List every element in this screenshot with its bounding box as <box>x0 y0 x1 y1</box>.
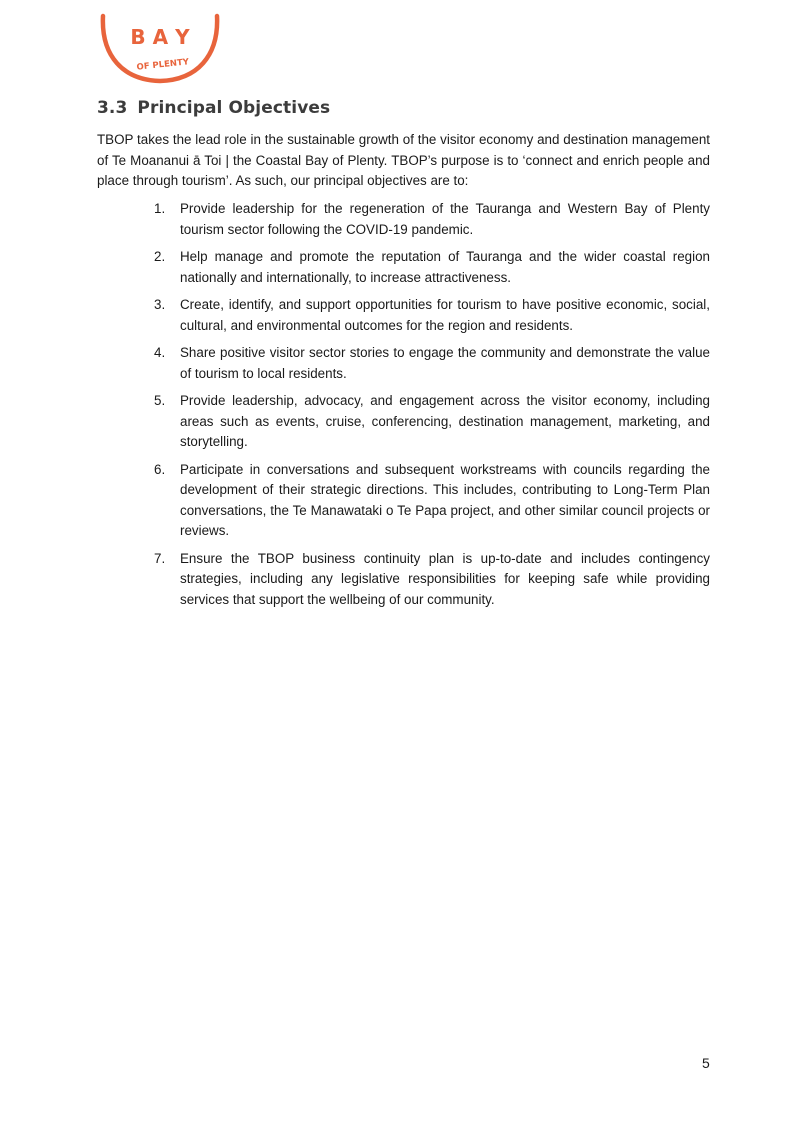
list-item-number: 5. <box>154 393 166 408</box>
objectives-list <box>150 199 710 617</box>
list-item-number: 1. <box>154 201 166 216</box>
list-item-number: 4. <box>154 345 166 360</box>
list-item-text: Share positive visitor sector stories to engage the community and demonstrate the value of tourism to local residents. <box>180 345 710 381</box>
page-number: 5 <box>702 1055 710 1071</box>
list-item-text: Provide leadership, advocacy, and engagement across the visitor economy, including areas such as events, cruise, conferencing, destination management, marketing, and storytelling. <box>180 393 710 449</box>
intro-paragraph: TBOP takes the lead role in the sustainable growth of the visitor economy and destination management of Te Moananui ā Toi | the Coastal Bay of Plenty. TBOP’s purpose is to ‘connect and enrich people and place through tourism’. As such, our principal objectives are to: <box>97 132 710 188</box>
list-item <box>150 391 710 453</box>
section-heading <box>97 98 330 118</box>
bay-of-plenty-logo <box>95 12 225 86</box>
logo-text-top: B A Y <box>130 25 190 49</box>
list-item-text: Create, identify, and support opportunities for tourism to have positive economic, social, cultural, and environmental outcomes for the region and residents. <box>180 297 710 333</box>
list-item-text: Help manage and promote the reputation of Tauranga and the wider coastal region nationally and internationally, to increase attractiveness. <box>180 249 710 285</box>
list-item-text: Provide leadership for the regeneration of the Tauranga and Western Bay of Plenty tourism sector following the COVID-19 pandemic. <box>180 201 710 237</box>
list-item <box>150 460 710 542</box>
section-title: Principal Objectives <box>137 98 331 118</box>
list-item <box>150 343 710 384</box>
section-number: 3.3 <box>97 98 128 118</box>
list-item-number: 7. <box>154 550 166 566</box>
logo-text-bottom: OF PLENTY <box>136 57 190 73</box>
list-item-number: 6. <box>154 461 166 477</box>
list-item-number: 2. <box>154 249 166 264</box>
list-item-text: Participate in conversations and subsequent workstreams with councils regarding the development of their strategic directions. This includes, contributing to Long-Term Plan conversations, the Te Manawataki o Te Papa project, and other similar council projects or reviews. <box>180 461 710 538</box>
list-item <box>150 549 710 611</box>
list-item <box>150 295 710 336</box>
list-item-text: Ensure the TBOP business continuity plan is up-to-date and includes contingency strategies, including any legislative responsibilities for keeping safe while providing services that support the wellbeing of our community. <box>180 550 710 607</box>
list-item <box>150 199 710 240</box>
list-item <box>150 247 710 288</box>
list-item-number: 3. <box>154 297 166 312</box>
